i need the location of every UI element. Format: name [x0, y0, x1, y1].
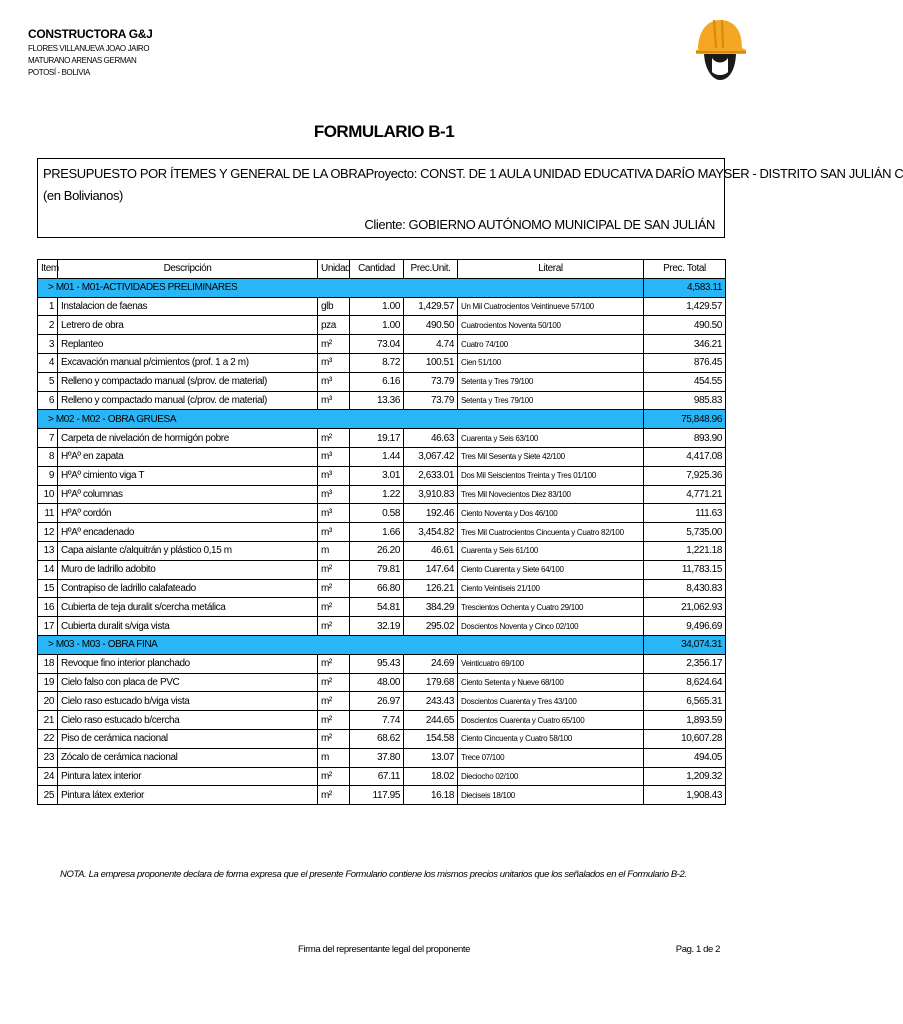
cell-unit-price: 3,910.83: [404, 485, 458, 504]
cell-total: 985.83: [644, 391, 726, 410]
section-row: [38, 410, 726, 429]
table-row: [38, 617, 726, 636]
table-row: [38, 372, 726, 391]
cell-quantity: 3.01: [350, 466, 404, 485]
table-row: [38, 297, 726, 316]
cell-unit: m²: [318, 711, 350, 730]
cell-item: 22: [38, 729, 58, 748]
cell-description: Carpeta de nivelación de hormigón pobre: [58, 429, 318, 448]
cell-unit-price: 46.63: [404, 429, 458, 448]
table-row: [38, 541, 726, 560]
cell-item: 21: [38, 711, 58, 730]
company-location: POTOSÍ - BOLIVIA: [28, 68, 90, 78]
cell-unit: m: [318, 748, 350, 767]
cell-quantity: 13.36: [350, 391, 404, 410]
cell-literal: Trescientos Ochenta y Cuatro 29/100: [458, 598, 644, 617]
cell-literal: Tres Mil Sesenta y Siete 42/100: [458, 447, 644, 466]
cell-unit-price: 3,454.82: [404, 523, 458, 542]
cell-item: 5: [38, 372, 58, 391]
cell-description: Piso de cerámica nacional: [58, 729, 318, 748]
section-total: 34,074.31: [644, 635, 726, 654]
cell-literal: Doscientos Cuarenta y Tres 43/100: [458, 692, 644, 711]
table-row: [38, 353, 726, 372]
cell-unit-price: 179.68: [404, 673, 458, 692]
cell-item: 12: [38, 523, 58, 542]
cell-literal: Tres Mil Novecientos Diez 83/100: [458, 485, 644, 504]
table-row: [38, 654, 726, 673]
cell-unit-price: 2,633.01: [404, 466, 458, 485]
cell-unit: m³: [318, 372, 350, 391]
cell-unit-price: 4.74: [404, 335, 458, 354]
cell-quantity: 0.58: [350, 504, 404, 523]
cell-total: 21,062.93: [644, 598, 726, 617]
cell-literal: Ciento Noventa y Dos 46/100: [458, 504, 644, 523]
section-label: > M03 - M03 - OBRA FINA: [38, 635, 644, 654]
cell-total: 4,417.08: [644, 447, 726, 466]
cell-total: 9,496.69: [644, 617, 726, 636]
client-name: Cliente: GOBIERNO AUTÓNOMO MUNICIPAL DE SAN JULIÁN: [364, 217, 715, 232]
cell-unit: m²: [318, 767, 350, 786]
table-row: [38, 579, 726, 598]
column-header-total: Prec. Total: [644, 260, 726, 279]
cell-quantity: 26.20: [350, 541, 404, 560]
cell-item: 15: [38, 579, 58, 598]
cell-description: HºAº en zapata: [58, 447, 318, 466]
company-header: [28, 27, 153, 79]
section-label: > M02 - M02 - OBRA GRUESA: [38, 410, 644, 429]
cell-unit-price: 73.79: [404, 372, 458, 391]
cell-quantity: 1.44: [350, 447, 404, 466]
cell-unit-price: 100.51: [404, 353, 458, 372]
cell-quantity: 19.17: [350, 429, 404, 448]
cell-total: 111.63: [644, 504, 726, 523]
cell-unit: m²: [318, 335, 350, 354]
cell-item: 14: [38, 560, 58, 579]
cell-total: 10,607.28: [644, 729, 726, 748]
cell-unit: m²: [318, 560, 350, 579]
table-row: [38, 673, 726, 692]
cell-total: 4,771.21: [644, 485, 726, 504]
nota-text: NOTA. La empresa proponente declara de forma expresa que el presente Formulario contiene los mismos precios unitarios que los señalados en el Formulario B-2.: [60, 869, 687, 880]
cell-description: Cubierta de teja duralit s/cercha metálica: [58, 598, 318, 617]
cell-literal: Dieciocho 02/100: [458, 767, 644, 786]
cell-unit-price: 46.61: [404, 541, 458, 560]
table-row: [38, 748, 726, 767]
cell-literal: Cuatro 74/100: [458, 335, 644, 354]
cell-quantity: 95.43: [350, 654, 404, 673]
cell-item: 3: [38, 335, 58, 354]
cell-item: 8: [38, 447, 58, 466]
cell-quantity: 54.81: [350, 598, 404, 617]
cell-description: HºAº columnas: [58, 485, 318, 504]
cell-quantity: 6.16: [350, 372, 404, 391]
cell-item: 19: [38, 673, 58, 692]
cell-unit-price: 24.69: [404, 654, 458, 673]
section-row: [38, 278, 726, 297]
cell-unit-price: 147.64: [404, 560, 458, 579]
column-header-quantity: Cantidad: [350, 260, 404, 279]
cell-literal: Cien 51/100: [458, 353, 644, 372]
cell-item: 11: [38, 504, 58, 523]
cell-unit-price: 192.46: [404, 504, 458, 523]
table-row: [38, 335, 726, 354]
table-row: [38, 786, 726, 805]
table-header-row: [38, 260, 726, 279]
currency-note: (en Bolivianos): [43, 188, 123, 203]
cell-literal: Un Mil Cuatrocientos Veintinueve 57/100: [458, 297, 644, 316]
cell-quantity: 7.74: [350, 711, 404, 730]
cell-unit: m²: [318, 598, 350, 617]
column-header-description: Descripción: [58, 260, 318, 279]
cell-unit: m²: [318, 673, 350, 692]
cell-description: Relleno y compactado manual (s/prov. de material): [58, 372, 318, 391]
cell-unit: m²: [318, 617, 350, 636]
cell-literal: Doscientos Cuarenta y Cuatro 65/100: [458, 711, 644, 730]
cell-total: 490.50: [644, 316, 726, 335]
cell-description: Pintura látex exterior: [58, 786, 318, 805]
cell-description: HºAº cordón: [58, 504, 318, 523]
cell-total: 7,925.36: [644, 466, 726, 485]
cell-unit: m²: [318, 786, 350, 805]
table-row: [38, 692, 726, 711]
cell-literal: Dos Mil Seiscientos Treinta y Tres 01/100: [458, 466, 644, 485]
cell-unit-price: 16.18: [404, 786, 458, 805]
column-header-literal: Literal: [458, 260, 644, 279]
cell-quantity: 1.00: [350, 316, 404, 335]
cell-literal: Dieciseis 18/100: [458, 786, 644, 805]
cell-item: 10: [38, 485, 58, 504]
cell-description: Muro de ladrillo adobito: [58, 560, 318, 579]
cell-quantity: 37.80: [350, 748, 404, 767]
cell-total: 8,624.64: [644, 673, 726, 692]
cell-total: 8,430.83: [644, 579, 726, 598]
cell-literal: Ciento Cuarenta y Siete 64/100: [458, 560, 644, 579]
cell-quantity: 79.81: [350, 560, 404, 579]
cell-unit: m³: [318, 353, 350, 372]
cell-unit-price: 295.02: [404, 617, 458, 636]
cell-total: 893.90: [644, 429, 726, 448]
cell-unit: m³: [318, 447, 350, 466]
column-header-item: Item: [38, 260, 58, 279]
cell-unit-price: 244.65: [404, 711, 458, 730]
cell-literal: Cuarenta y Seis 63/100: [458, 429, 644, 448]
cell-total: 11,783.15: [644, 560, 726, 579]
cell-quantity: 32.19: [350, 617, 404, 636]
cell-description: HºAº encadenado: [58, 523, 318, 542]
column-header-unit-price: Prec.Unit.: [404, 260, 458, 279]
cell-total: 346.21: [644, 335, 726, 354]
cell-description: Replanteo: [58, 335, 318, 354]
cell-unit-price: 384.29: [404, 598, 458, 617]
cell-item: 16: [38, 598, 58, 617]
cell-total: 1,209.32: [644, 767, 726, 786]
cell-literal: Trece 07/100: [458, 748, 644, 767]
cell-item: 1: [38, 297, 58, 316]
cell-unit-price: 1,429.57: [404, 297, 458, 316]
budget-table: [37, 259, 726, 805]
section-total: 4,583.11: [644, 278, 726, 297]
cell-item: 24: [38, 767, 58, 786]
cell-literal: Setenta y Tres 79/100: [458, 372, 644, 391]
cell-quantity: 66.80: [350, 579, 404, 598]
cell-item: 6: [38, 391, 58, 410]
signature-label: Firma del representante legal del proponente: [298, 944, 470, 955]
section-label: > M01 - M01-ACTIVIDADES PRELIMINARES: [38, 278, 644, 297]
table-row: [38, 391, 726, 410]
cell-item: 17: [38, 617, 58, 636]
cell-unit-price: 73.79: [404, 391, 458, 410]
cell-item: 2: [38, 316, 58, 335]
section-total: 75,848.96: [644, 410, 726, 429]
table-row: [38, 316, 726, 335]
cell-description: Cielo falso con placa de PVC: [58, 673, 318, 692]
cell-item: 13: [38, 541, 58, 560]
company-name: CONSTRUCTORA G&J: [28, 27, 153, 41]
cell-unit-price: 3,067.42: [404, 447, 458, 466]
cell-quantity: 67.11: [350, 767, 404, 786]
cell-item: 23: [38, 748, 58, 767]
table-row: [38, 729, 726, 748]
cell-total: 876.45: [644, 353, 726, 372]
cell-total: 1,893.59: [644, 711, 726, 730]
cell-unit-price: 154.58: [404, 729, 458, 748]
cell-unit: m³: [318, 466, 350, 485]
page-number: Pag. 1 de 2: [675, 944, 720, 955]
table-row: [38, 429, 726, 448]
cell-unit: m²: [318, 692, 350, 711]
cell-unit: glb: [318, 297, 350, 316]
cell-description: Cubierta duralit s/viga vista: [58, 617, 318, 636]
cell-unit-price: 243.43: [404, 692, 458, 711]
table-row: [38, 504, 726, 523]
cell-literal: Veinticuatro 69/100: [458, 654, 644, 673]
cell-unit: m³: [318, 391, 350, 410]
cell-description: HºAº cimiento viga T: [58, 466, 318, 485]
table-row: [38, 598, 726, 617]
table-row: [38, 466, 726, 485]
cell-description: Excavación manual p/cimientos (prof. 1 a 2 m): [58, 353, 318, 372]
cell-total: 454.55: [644, 372, 726, 391]
cell-description: Cielo raso estucado b/cercha: [58, 711, 318, 730]
cell-unit: m: [318, 541, 350, 560]
cell-quantity: 26.97: [350, 692, 404, 711]
cell-unit: m²: [318, 654, 350, 673]
section-row: [38, 635, 726, 654]
cell-quantity: 1.22: [350, 485, 404, 504]
cell-unit: m³: [318, 523, 350, 542]
table-row: [38, 560, 726, 579]
cell-total: 2,356.17: [644, 654, 726, 673]
cell-description: Contrapiso de ladrillo calafateado: [58, 579, 318, 598]
cell-quantity: 117.95: [350, 786, 404, 805]
cell-item: 18: [38, 654, 58, 673]
cell-description: Instalacion de faenas: [58, 297, 318, 316]
cell-quantity: 8.72: [350, 353, 404, 372]
table-row: [38, 711, 726, 730]
cell-literal: Doscientos Noventa y Cinco 02/100: [458, 617, 644, 636]
cell-total: 1,429.57: [644, 297, 726, 316]
cell-quantity: 1.66: [350, 523, 404, 542]
cell-total: 6,565.31: [644, 692, 726, 711]
cell-unit: m³: [318, 485, 350, 504]
cell-quantity: 68.62: [350, 729, 404, 748]
cell-unit: m²: [318, 429, 350, 448]
cell-unit-price: 126.21: [404, 579, 458, 598]
cell-quantity: 1.00: [350, 297, 404, 316]
cell-total: 494.05: [644, 748, 726, 767]
cell-item: 20: [38, 692, 58, 711]
cell-description: Relleno y compactado manual (c/prov. de material): [58, 391, 318, 410]
cell-item: 4: [38, 353, 58, 372]
cell-literal: Tres Mil Cuatrocientos Cincuenta y Cuatro 82/100: [458, 523, 644, 542]
table-row: [38, 523, 726, 542]
company-line: FLORES VILLANUEVA JOAO JAIRO: [28, 44, 150, 54]
table-row: [38, 447, 726, 466]
cell-unit: m²: [318, 729, 350, 748]
cell-literal: Ciento Cincuenta y Cuatro 58/100: [458, 729, 644, 748]
cell-unit-price: 13.07: [404, 748, 458, 767]
cell-item: 25: [38, 786, 58, 805]
cell-literal: Cuatrocientos Noventa 50/100: [458, 316, 644, 335]
form-title: FORMULARIO B-1: [313, 122, 455, 141]
cell-unit-price: 490.50: [404, 316, 458, 335]
project-info-box: [37, 158, 903, 238]
project-title: PRESUPUESTO POR ÍTEMES Y GENERAL DE LA OBRAProyecto: CONST. DE 1 AULA UNIDAD EDUCATIVA DARÍO MAYSER - DISTRITO SAN JULIÁN C: [43, 166, 903, 181]
table-row: [38, 767, 726, 786]
cell-literal: Cuarenta y Seis 61/100: [458, 541, 644, 560]
cell-unit: m²: [318, 579, 350, 598]
cell-unit: pza: [318, 316, 350, 335]
cell-unit-price: 18.02: [404, 767, 458, 786]
company-line: MATURANO ARENAS GERMAN: [28, 56, 137, 66]
cell-unit: m³: [318, 504, 350, 523]
cell-description: Pintura latex interior: [58, 767, 318, 786]
cell-description: Letrero de obra: [58, 316, 318, 335]
cell-total: 1,221.18: [644, 541, 726, 560]
cell-quantity: 73.04: [350, 335, 404, 354]
cell-item: 7: [38, 429, 58, 448]
cell-description: Revoque fino interior planchado: [58, 654, 318, 673]
cell-total: 5,735.00: [644, 523, 726, 542]
worker-helmet-icon: [690, 12, 748, 82]
cell-total: 1,908.43: [644, 786, 726, 805]
column-header-unit: Unidad: [318, 260, 350, 279]
cell-description: Cielo raso estucado b/viga vista: [58, 692, 318, 711]
cell-description: Zócalo de cerámica nacional: [58, 748, 318, 767]
cell-quantity: 48.00: [350, 673, 404, 692]
cell-description: Capa aislante c/alquitrán y plástico 0,15 m: [58, 541, 318, 560]
cell-literal: Ciento Setenta y Nueve 68/100: [458, 673, 644, 692]
cell-item: 9: [38, 466, 58, 485]
cell-literal: Setenta y Tres 79/100: [458, 391, 644, 410]
table-row: [38, 485, 726, 504]
cell-literal: Ciento Veintiseis 21/100: [458, 579, 644, 598]
